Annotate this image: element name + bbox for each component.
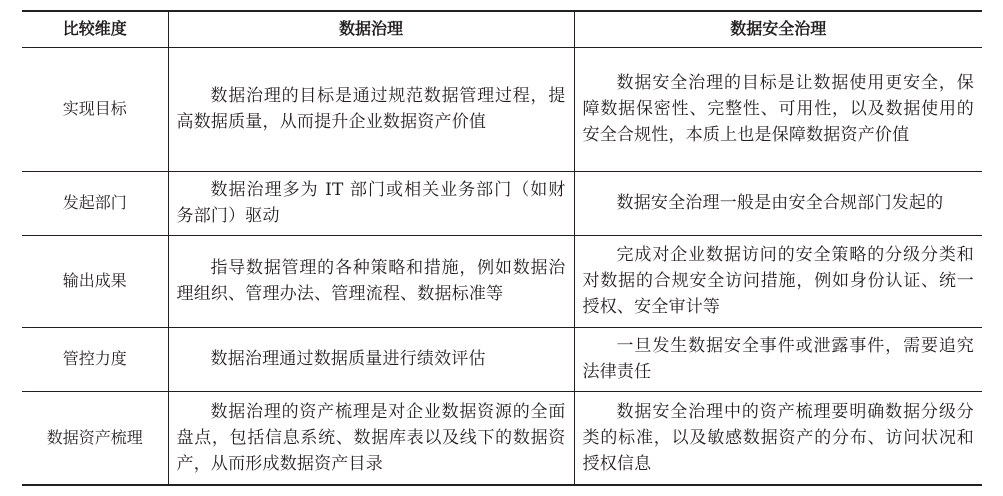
governance-cell: 数据治理多为 IT 部门或相关业务部门（如财务部门）驱动 [168, 171, 574, 235]
table-row [22, 171, 982, 235]
header-data-security-governance: 数据安全治理 [574, 11, 982, 47]
comparison-table [22, 10, 982, 486]
row-dimension-cell: 输出成果 [62, 271, 127, 290]
header-dimension: 比较维度 [62, 19, 127, 39]
security-cell: 数据安全治理一般是由安全合规部门发起的 [574, 171, 982, 235]
governance-cell: 数据治理通过数据质量进行绩效评估 [168, 327, 574, 391]
governance-cell: 指导数据管理的各种策略和措施，例如数据治理组织、管理办法、管理流程、数据标准等 [168, 235, 574, 327]
row-dimension-cell: 数据资产梳理 [46, 427, 143, 447]
governance-cell: 数据治理的资产梳理是对企业数据资源的全面盘点，包括信息系统、数据库表以及线下的数据资产，从而形成数据资产目录 [168, 391, 574, 485]
comparison-table-container [22, 10, 982, 486]
table-row [22, 327, 982, 391]
table-header-row [22, 11, 982, 47]
security-cell: 完成对企业数据访问的安全策略的分级分类和对数据的合规安全访问措施，例如身份认证、统一授权、安全审计等 [574, 235, 982, 327]
header-data-governance: 数据治理 [168, 11, 574, 47]
table-row [22, 47, 982, 171]
table-row [22, 391, 982, 485]
row-dimension-cell: 发起部门 [62, 193, 127, 212]
governance-cell: 数据治理的目标是通过规范数据管理过程，提高数据质量，从而提升企业数据资产价值 [168, 47, 574, 171]
security-cell: 一旦发生数据安全事件或泄露事件，需要追究法律责任 [574, 327, 982, 391]
table-row [22, 235, 982, 327]
security-cell: 数据安全治理中的资产梳理要明确数据分级分类的标准，以及敏感数据资产的分布、访问状况和授权信息 [574, 391, 982, 485]
security-cell: 数据安全治理的目标是让数据使用更安全，保障数据保密性、完整性、可用性，以及数据使用的安全合规性，本质上也是保障数据资产价值 [574, 47, 982, 171]
row-dimension-cell: 实现目标 [62, 99, 127, 118]
row-dimension-cell: 管控力度 [62, 349, 127, 368]
